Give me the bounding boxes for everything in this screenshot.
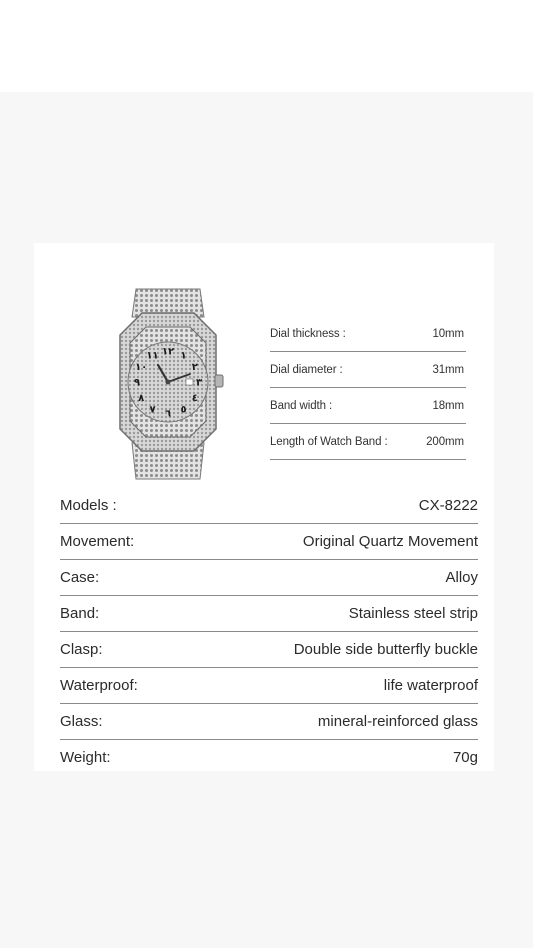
spec-label: Clasp: — [60, 641, 103, 658]
dimension-value: 18mm — [432, 399, 464, 412]
dimension-label: Band width : — [270, 399, 333, 412]
spec-label: Movement: — [60, 533, 135, 550]
dimension-value: 31mm — [432, 363, 464, 376]
dimension-label: Dial diameter : — [270, 363, 343, 376]
spec-label: Glass: — [60, 713, 103, 730]
dial-numeral: ١ — [180, 350, 187, 362]
dial-numeral: ٦ — [164, 408, 172, 420]
dimension-value: 10mm — [432, 327, 464, 340]
spec-value: Stainless steel strip — [348, 605, 478, 622]
spec-table — [60, 488, 478, 775]
spec-row-movement — [60, 524, 478, 560]
spec-row-clasp — [60, 632, 478, 668]
dimension-row — [270, 352, 466, 388]
dial-numeral: ٩ — [133, 377, 141, 389]
dimension-row — [270, 424, 466, 460]
dial-numeral: ١١ — [146, 350, 159, 362]
spec-label: Weight: — [60, 749, 111, 766]
dimension-value: 200mm — [426, 435, 464, 448]
spec-label: Waterproof: — [60, 677, 138, 694]
spec-value: Alloy — [445, 569, 478, 586]
spec-value: CX-8222 — [418, 497, 478, 514]
spec-label: Models : — [60, 497, 117, 514]
dimension-list — [270, 316, 466, 460]
dial-numeral: ٥ — [180, 404, 187, 416]
watch-image — [104, 283, 254, 483]
dimension-label: Length of Watch Band : — [270, 435, 388, 448]
spec-value: Original Quartz Movement — [302, 533, 478, 550]
spec-row-band — [60, 596, 478, 632]
dimension-label: Dial thickness : — [270, 327, 346, 340]
spec-row-weight — [60, 740, 478, 775]
dimension-row — [270, 388, 466, 424]
dial-numeral: ٤ — [191, 393, 198, 404]
dial-numeral: ١٠ — [135, 362, 148, 373]
spec-row-case — [60, 560, 478, 596]
dial-numeral: ١٢ — [161, 346, 175, 358]
spec-value: 70g — [452, 749, 478, 766]
spec-value: mineral-reinforced glass — [317, 713, 478, 730]
spec-label: Case: — [60, 569, 100, 586]
spec-row-models — [60, 488, 478, 524]
dimension-row — [270, 316, 466, 352]
spec-value: Double side butterfly buckle — [293, 641, 478, 658]
dial-numeral: ٨ — [138, 393, 145, 404]
spec-label: Band: — [60, 605, 100, 622]
spec-value: life waterproof — [383, 677, 478, 694]
spec-row-waterproof — [60, 668, 478, 704]
dial-numeral: ٣ — [195, 377, 203, 389]
top-white-band — [0, 0, 533, 92]
product-spec-card — [34, 243, 494, 771]
dial-numeral: ٧ — [149, 404, 156, 416]
spec-row-glass — [60, 704, 478, 740]
dial-numeral: ٢ — [191, 362, 198, 373]
